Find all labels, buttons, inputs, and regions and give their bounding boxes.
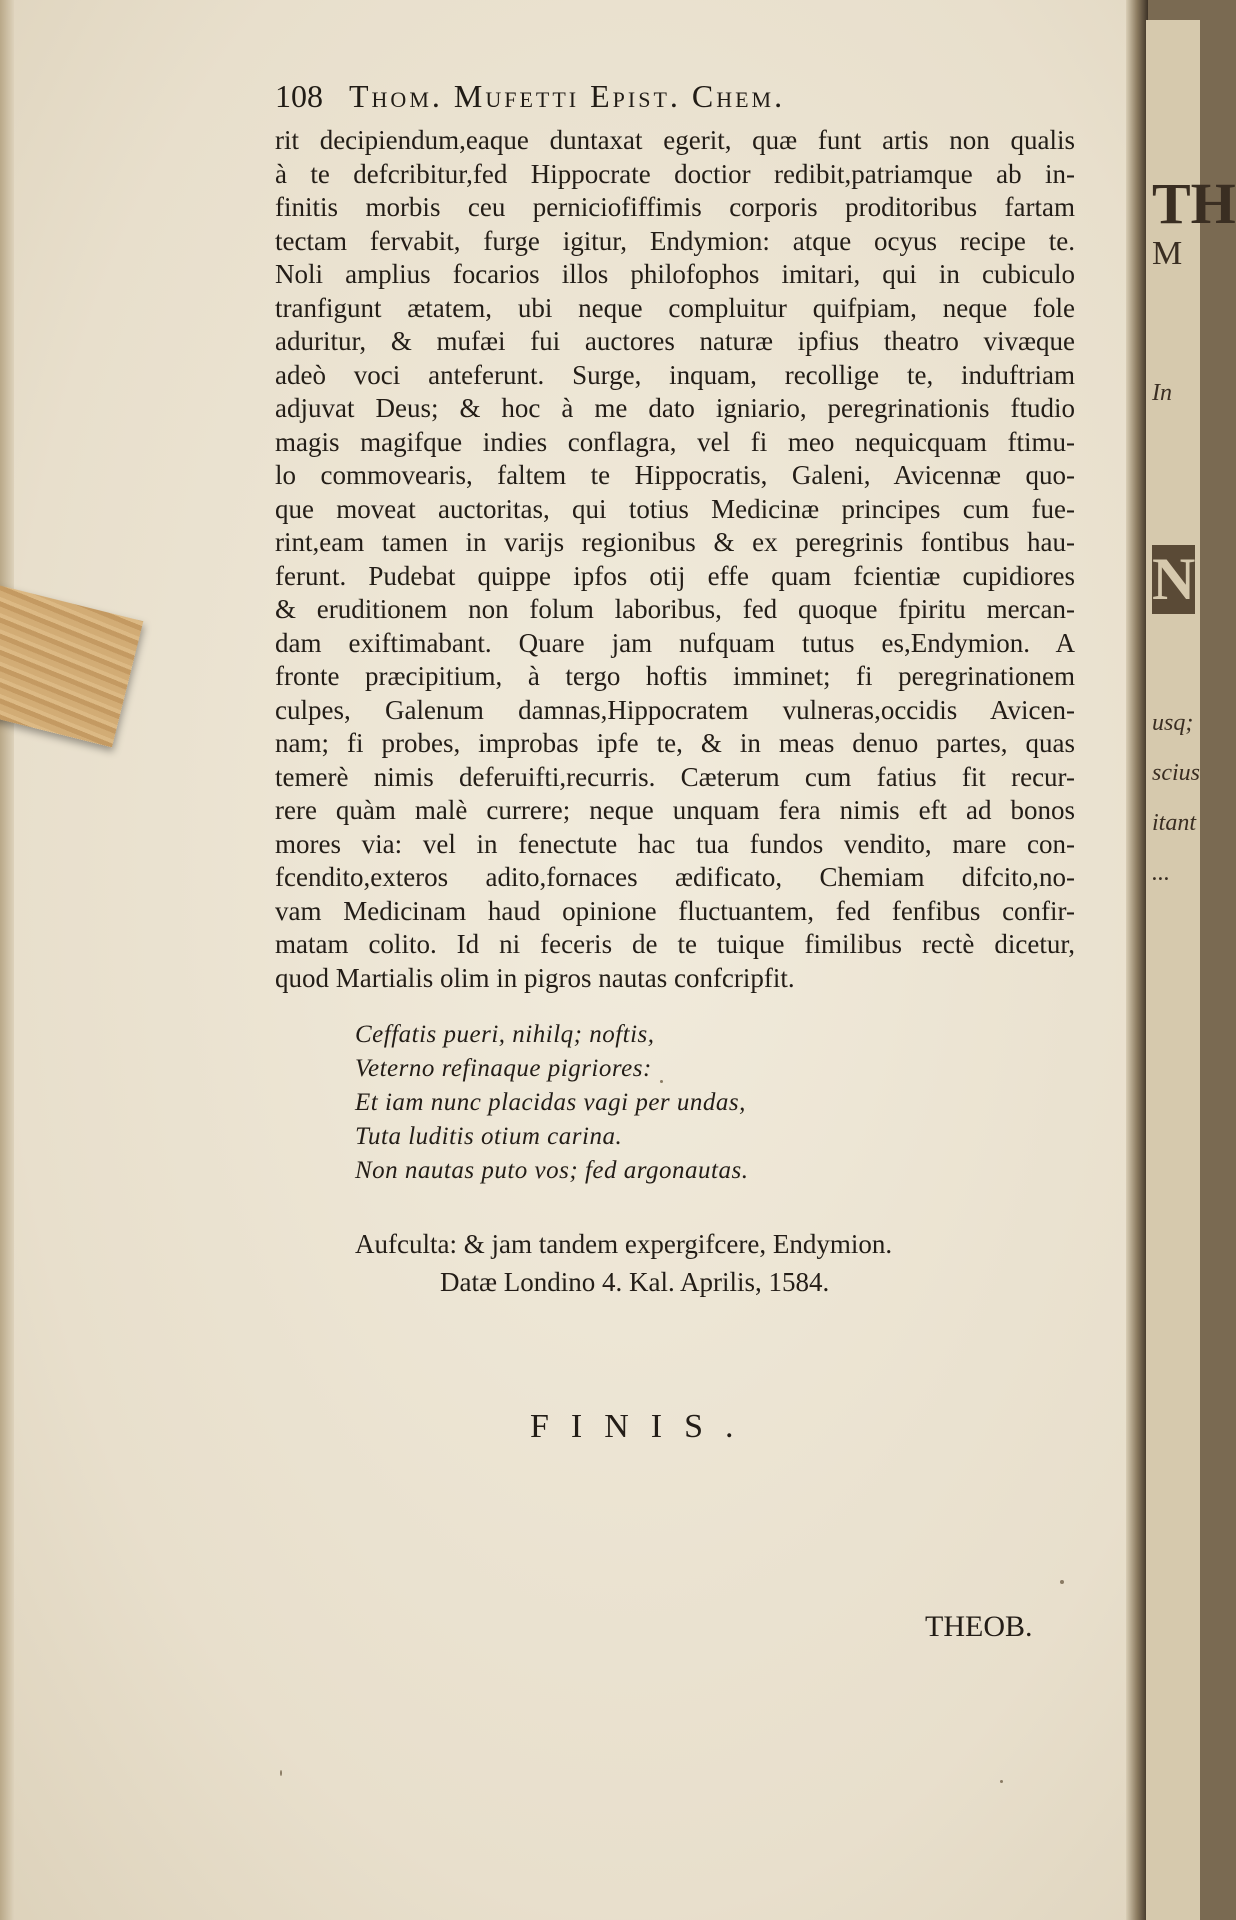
book-gutter [1126,0,1148,1920]
paper-speck [1060,1580,1064,1584]
facing-fragment: scius [1152,760,1200,786]
poem-verse: Et iam nunc placidas vagi per undas, [355,1089,746,1116]
paper-speck [280,1770,282,1776]
catchword: THEOB. [925,1610,1033,1643]
facing-fragment: usq; [1152,710,1194,736]
text-line: matam colito. Id ni feceris de te tuique fimilibus rectè dicetur, [275,929,1075,959]
text-line: temerè nimis deferuifti,recurris. Cæterum cum fatius fit recur- [275,761,1075,792]
text-line: ferunt. Pudebat quippe ipfos otij effe quam fcientiæ cupidiores [275,560,1075,591]
letter-closing [355,1225,1055,1301]
martial-poem [355,1018,955,1188]
text-line: dam exiftimabant. Quare jam nufquam tutus es,Endymion. A [275,627,1075,658]
facing-fragment: M [1152,235,1183,272]
text-line: & eruditionem non folum laboribus, fed quoque fpiritu mercan- [275,594,1075,624]
running-header [275,78,1035,115]
facing-fragment: ... [1152,860,1170,886]
text-line: Noli amplius focarios illos philofophos imitari, qui in cubiculo [275,259,1075,289]
text-line: rit decipiendum,eaque duntaxat egerit, quæ funt artis non qualis [275,125,1075,155]
facing-page-edge [1146,20,1236,1920]
text-line: rint,eam tamen in varijs regionibus & ex peregrinis fontibus hau- [275,527,1075,557]
poem-verse: Tuta luditis otium carina. [355,1123,623,1150]
paper-speck [660,1080,663,1083]
text-line: lo commovearis, faltem te Hippocratis, Galeni, Avicennæ quo- [275,460,1075,490]
paper-speck [1000,1780,1003,1783]
text-line: à te defcribitur,fed Hippocrate doctior redibit,patriamque ab in- [275,158,1075,189]
text-line: aduritur, & mufæi fui auctores naturæ ipfius theatro vivæque [275,326,1075,356]
text-line: culpes, Galenum damnas,Hippocratem vulneras,occidis Avicen- [275,694,1075,725]
running-title: Thom. Mufetti Epist. Chem. [349,78,786,114]
facing-fragment: itant [1152,810,1197,836]
text-line: que moveat auctoritas, qui totius Medicinæ principes cum fue- [275,493,1075,524]
text-line: tranfigunt ætatem, ubi neque compluitur quifpiam, neque fole [275,292,1075,323]
poem-verse: Veterno refinaque pigriores: [355,1055,652,1082]
closing-exhortation: Aufculta: & jam tandem expergifcere, Endymion. [355,1229,893,1259]
text-line: vam Medicinam haud opinione fluctuantem, fed fenfibus confir- [275,895,1075,926]
text-line: adeò voci anteferunt. Surge, inquam, recollige te, induftriam [275,359,1075,390]
page-number: 108 [275,78,323,114]
text-line: fcendito,exteros adito,fornaces ædificato, Chemiam difcito,no- [275,862,1075,892]
body-text [275,124,1075,995]
text-line: finitis morbis ceu perniciofiffimis corporis proditoribus fartam [275,192,1075,222]
text-line: quod Martialis olim in pigros nautas confcripfit. [275,962,795,993]
text-line: fronte præcipitium, à tergo hoftis imminet; fi peregrinationem [275,661,1075,691]
dateline: Datæ Londino 4. Kal. Aprilis, 1584. [440,1267,830,1297]
text-line: rere quàm malè currere; neque unquam fera nimis eft ad bonos [275,795,1075,825]
text-line: mores via: vel in fenectute hac tua fundos vendito, mare con- [275,828,1075,859]
facing-fragment: TH [1152,171,1236,236]
facing-fragment: N [1152,546,1196,612]
facing-fragment: In [1152,380,1172,406]
page-left-edge [0,0,14,1920]
text-line: magis magifque indies conflagra, vel fi meo nequicquam ftimu- [275,426,1075,457]
finis-mark: FINIS. [530,1408,756,1445]
text-line: nam; fi probes, improbas ipfe te, & in meas denuo partes, quas [275,728,1075,758]
text-line: adjuvat Deus; & hoc à me dato igniario, peregrinationis ftudio [275,393,1075,423]
poem-verse: Ceffatis pueri, nihilq; noftis, [355,1021,655,1048]
text-line: tectam fervabit, furge igitur, Endymion: atque ocyus recipe te. [275,225,1075,256]
poem-verse: Non nautas puto vos; fed argonautas. [355,1157,749,1184]
